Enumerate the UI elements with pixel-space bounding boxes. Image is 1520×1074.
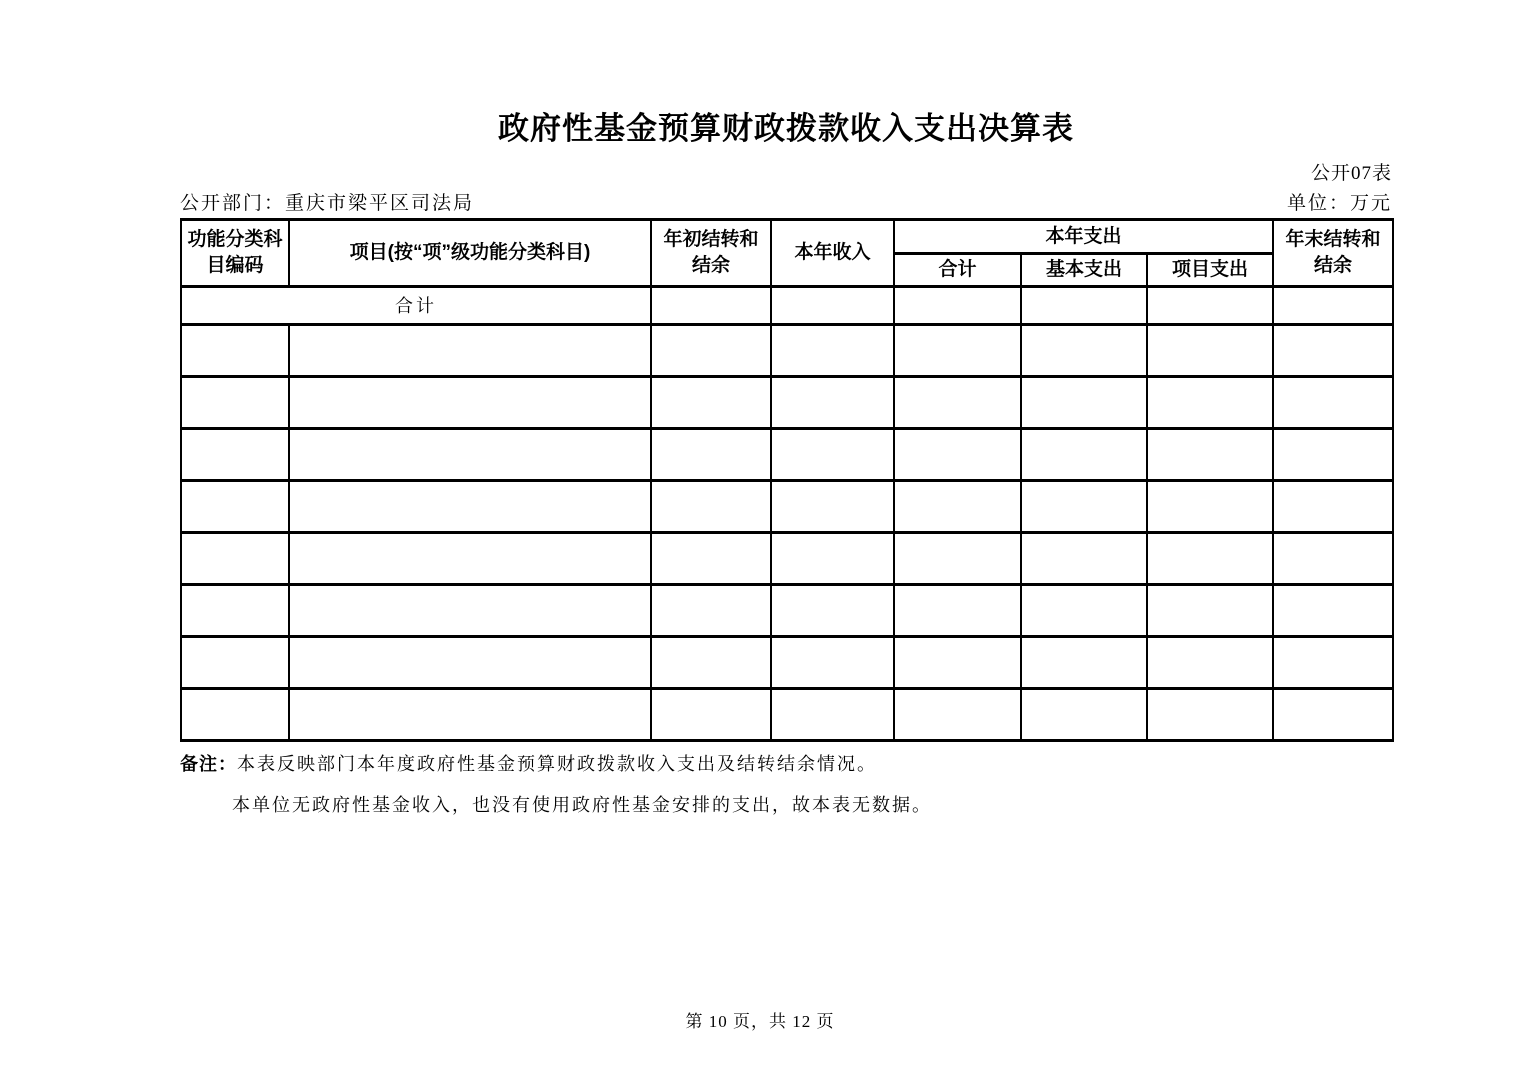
table-code: 公开07表	[1310, 163, 1392, 184]
empty-cell	[894, 324, 1021, 376]
note-line-2: 本单位无政府性基金收入，也没有使用政府性基金安排的支出，故本表无数据。	[232, 794, 932, 815]
empty-cell	[289, 324, 651, 376]
empty-cell	[289, 636, 651, 688]
empty-cell	[894, 688, 1021, 740]
empty-cell	[1021, 428, 1147, 480]
empty-cell	[289, 376, 651, 428]
header-expense-project: 项目支出	[1147, 254, 1273, 287]
document-page	[180, 0, 1392, 818]
empty-cell	[181, 688, 289, 740]
empty-cell	[771, 688, 894, 740]
empty-cell	[1147, 532, 1273, 584]
header-expense-total: 合计	[894, 254, 1021, 287]
empty-cell	[181, 480, 289, 532]
empty-cell	[1021, 480, 1147, 532]
notes-block	[180, 752, 1392, 818]
empty-cell	[651, 286, 771, 324]
empty-cell	[894, 376, 1021, 428]
header-expense-basic: 基本支出	[1021, 254, 1147, 287]
empty-cell	[1273, 480, 1393, 532]
empty-cell	[651, 376, 771, 428]
empty-cell	[771, 324, 894, 376]
page-number: 第 10 页，共 12 页	[685, 1012, 835, 1031]
empty-cell	[181, 636, 289, 688]
empty-cell	[1147, 688, 1273, 740]
table-row	[181, 532, 1393, 584]
empty-cell	[1147, 584, 1273, 636]
total-row-label: 合计	[181, 286, 651, 324]
empty-cell	[651, 636, 771, 688]
empty-cell	[289, 584, 651, 636]
table-row	[181, 688, 1393, 740]
empty-cell	[651, 480, 771, 532]
empty-cell	[1273, 688, 1393, 740]
empty-cell	[181, 428, 289, 480]
empty-cell	[651, 324, 771, 376]
empty-cell	[1021, 688, 1147, 740]
empty-cell	[1147, 428, 1273, 480]
header-item: 项目(按“项”级功能分类科目)	[289, 220, 651, 287]
empty-cell	[894, 480, 1021, 532]
empty-cell	[894, 286, 1021, 324]
empty-cell	[1273, 428, 1393, 480]
empty-cell	[1147, 286, 1273, 324]
empty-cell	[1273, 324, 1393, 376]
empty-cell	[894, 428, 1021, 480]
table-row	[181, 636, 1393, 688]
unit-label: 单位：万元	[1286, 193, 1392, 214]
empty-cell	[651, 428, 771, 480]
empty-cell	[289, 532, 651, 584]
empty-cell	[1273, 376, 1393, 428]
empty-cell	[1147, 324, 1273, 376]
note-line-1	[180, 752, 1392, 777]
empty-cell	[1021, 376, 1147, 428]
empty-cell	[771, 636, 894, 688]
header-annual-expense-group: 本年支出	[894, 220, 1273, 254]
table-header	[181, 220, 1393, 287]
empty-cell	[289, 428, 651, 480]
empty-cell	[1273, 584, 1393, 636]
table-body	[181, 286, 1393, 740]
empty-cell	[181, 376, 289, 428]
department-label: 公开部门：重庆市梁平区司法局	[180, 193, 475, 214]
empty-cell	[181, 324, 289, 376]
empty-cell	[651, 584, 771, 636]
empty-cell	[289, 480, 651, 532]
header-begin-balance: 年初结转和结余	[651, 220, 771, 287]
empty-cell	[1273, 532, 1393, 584]
table-row	[181, 480, 1393, 532]
fund-budget-table	[180, 218, 1394, 742]
total-row	[181, 286, 1393, 324]
empty-cell	[181, 532, 289, 584]
empty-cell	[1147, 480, 1273, 532]
empty-cell	[894, 584, 1021, 636]
header-function-code: 功能分类科目编码	[181, 220, 289, 287]
empty-cell	[651, 532, 771, 584]
empty-cell	[1021, 584, 1147, 636]
table-row	[181, 324, 1393, 376]
empty-cell	[1147, 376, 1273, 428]
empty-cell	[1021, 324, 1147, 376]
empty-cell	[894, 636, 1021, 688]
note-line-1-text: 本表反映部门本年度政府性基金预算财政拨款收入支出及结转结余情况。	[237, 753, 877, 774]
meta-row	[180, 188, 1392, 215]
page-title: 政府性基金预算财政拨款收入支出决算表	[498, 111, 1074, 146]
table-row	[181, 584, 1393, 636]
empty-cell	[771, 376, 894, 428]
empty-cell	[181, 584, 289, 636]
notes-label: 备注：	[180, 753, 237, 774]
empty-cell	[651, 688, 771, 740]
empty-cell	[1021, 286, 1147, 324]
empty-cell	[1021, 532, 1147, 584]
empty-cell	[771, 286, 894, 324]
empty-cell	[771, 532, 894, 584]
empty-cell	[1273, 636, 1393, 688]
empty-cell	[1147, 636, 1273, 688]
header-row-top	[181, 220, 1393, 254]
empty-cell	[771, 584, 894, 636]
empty-cell	[894, 532, 1021, 584]
header-annual-income: 本年收入	[771, 220, 894, 287]
table-row	[181, 376, 1393, 428]
empty-cell	[1273, 286, 1393, 324]
empty-cell	[1021, 636, 1147, 688]
empty-cell	[771, 480, 894, 532]
empty-cell	[289, 688, 651, 740]
table-row	[181, 428, 1393, 480]
empty-cell	[771, 428, 894, 480]
header-end-balance: 年末结转和结余	[1273, 220, 1393, 287]
